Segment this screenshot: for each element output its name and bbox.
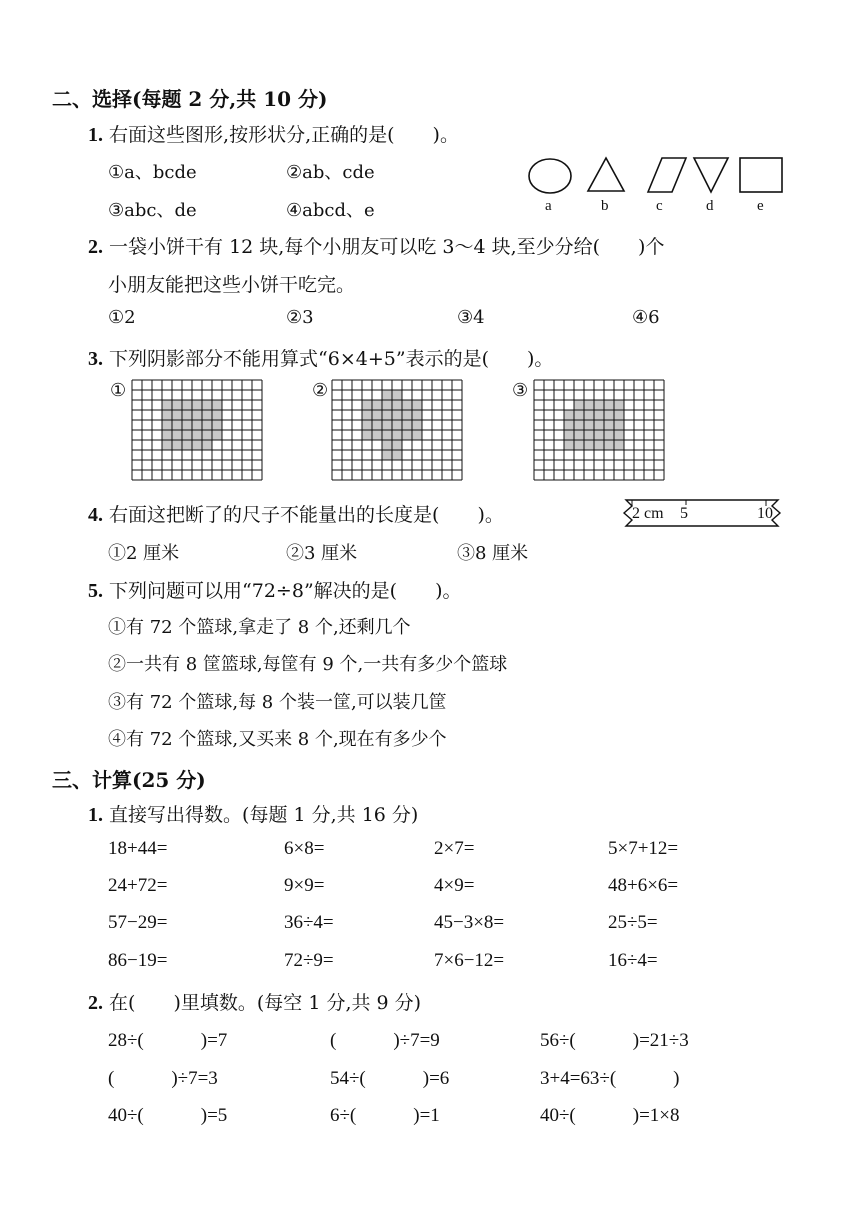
inverted-triangle-shape	[694, 158, 728, 192]
shaded-cell	[202, 420, 212, 430]
calc-item: 4×9=	[434, 875, 475, 896]
grid-label-3: ③	[512, 380, 529, 401]
shaded-cell	[574, 420, 584, 430]
calc-item: 16÷4=	[608, 950, 658, 971]
shaded-cell	[594, 440, 604, 450]
shaded-cell	[172, 410, 182, 420]
question-3-2	[88, 988, 421, 1015]
shaded-cell	[172, 430, 182, 440]
shaded-cell	[574, 410, 584, 420]
shaded-cell	[392, 450, 402, 460]
fill-blank-item: ( )÷7=3	[108, 1068, 218, 1089]
shaded-cell	[412, 430, 422, 440]
shaded-cell	[192, 440, 202, 450]
question-text: 下列问题可以用“72÷8”解决的是( )。	[109, 580, 462, 602]
shaded-grid-3	[534, 380, 664, 480]
shaded-cell	[382, 430, 392, 440]
shaded-cell	[392, 390, 402, 400]
shaded-cell	[212, 430, 222, 440]
shaded-cell	[564, 420, 574, 430]
shaded-cell	[574, 400, 584, 410]
calc-item: 72÷9=	[284, 950, 334, 971]
shaded-cell	[392, 420, 402, 430]
question-text-line2: 小朋友能把这些小饼干吃完。	[108, 274, 356, 296]
shaded-cell	[182, 430, 192, 440]
grid-label-1: ①	[110, 380, 127, 401]
shaded-cell	[392, 400, 402, 410]
calc-item: 5×7+12=	[608, 838, 679, 859]
shaded-cell	[402, 430, 412, 440]
question-number: 1.	[88, 804, 103, 826]
shaded-cell	[604, 400, 614, 410]
fill-blank-item: 40÷( )=5	[108, 1105, 228, 1126]
calc-item: 24+72=	[108, 875, 168, 896]
shaded-cell	[192, 400, 202, 410]
grid-label-2: ②	[312, 380, 329, 401]
shaded-cell	[382, 440, 392, 450]
question-number: 3.	[88, 348, 103, 370]
shaded-cell	[412, 420, 422, 430]
square-shape	[740, 158, 782, 192]
fill-blank-item: 6÷( )=1	[330, 1105, 440, 1126]
shaded-cell	[182, 410, 192, 420]
shaded-cell	[172, 440, 182, 450]
section-2-title: 二、选择(每题 2 分,共 10 分)	[52, 87, 328, 111]
question-text: 右面这把断了的尺子不能量出的长度是( )。	[109, 504, 504, 526]
shaded-cell	[614, 410, 624, 420]
shaded-cell	[162, 410, 172, 420]
shaded-cell	[182, 400, 192, 410]
shaded-cell	[382, 410, 392, 420]
shaded-grid-2	[332, 380, 462, 480]
shaded-cell	[362, 430, 372, 440]
shaded-cell	[372, 420, 382, 430]
option-3: ③4	[457, 307, 485, 328]
calc-item: 7×6−12=	[434, 950, 505, 971]
fill-blank-item: 28÷( )=7	[108, 1030, 228, 1051]
calc-item: 86−19=	[108, 950, 168, 971]
shaded-cell	[212, 410, 222, 420]
parallelogram-shape	[648, 158, 686, 192]
shaded-cell	[162, 420, 172, 430]
shaded-cell	[594, 420, 604, 430]
fill-blank-item: 54÷( )=6	[330, 1068, 450, 1089]
shaded-cell	[392, 440, 402, 450]
shape-label-b: b	[601, 198, 609, 214]
question-2-3	[88, 344, 553, 371]
shaded-cell	[604, 440, 614, 450]
shaded-cell	[594, 410, 604, 420]
calc-item: 6×8=	[284, 838, 325, 859]
shaded-cell	[382, 420, 392, 430]
shaded-cell	[402, 400, 412, 410]
question-2-5	[88, 576, 462, 603]
calc-item: 25÷5=	[608, 912, 658, 933]
calc-item: 18+44=	[108, 838, 168, 859]
shaded-cell	[192, 410, 202, 420]
question-number: 2.	[88, 236, 103, 258]
shaded-cell	[382, 390, 392, 400]
ruler-end-label: 10	[757, 505, 773, 522]
shaded-cell	[564, 440, 574, 450]
shaded-cell	[392, 410, 402, 420]
shaded-cell	[584, 420, 594, 430]
calc-item: 57−29=	[108, 912, 168, 933]
shaded-cell	[574, 440, 584, 450]
shaded-cell	[614, 400, 624, 410]
question-text: 右面这些图形,按形状分,正确的是( )。	[109, 124, 459, 146]
shaded-cell	[402, 410, 412, 420]
question-2-2	[88, 232, 664, 259]
shaded-cell	[212, 400, 222, 410]
question-text: 直接写出得数。(每题 1 分,共 16 分)	[109, 804, 419, 826]
shape-label-e: e	[757, 198, 764, 214]
section-3-title: 三、计算(25 分)	[52, 768, 206, 792]
shape-label-d: d	[706, 198, 714, 214]
question-2-4	[88, 500, 504, 527]
shaded-cell	[212, 420, 222, 430]
question-2-1	[88, 120, 459, 147]
option-2: ②3	[286, 307, 314, 328]
shaded-cell	[362, 410, 372, 420]
shaded-cell	[192, 420, 202, 430]
shaded-cell	[202, 400, 212, 410]
shaded-cell	[574, 430, 584, 440]
calc-item: 9×9=	[284, 875, 325, 896]
option-1: ①2	[108, 307, 136, 328]
shape-label-c: c	[656, 198, 663, 214]
question-number: 5.	[88, 580, 103, 602]
shaded-cell	[372, 400, 382, 410]
shaded-cell	[202, 430, 212, 440]
shaded-grid-1	[132, 380, 262, 480]
calc-item: 2×7=	[434, 838, 475, 859]
option-2: ②ab、cde	[286, 162, 375, 183]
calc-item: 36÷4=	[284, 912, 334, 933]
option-3: ③8 厘米	[457, 543, 529, 564]
shaded-cell	[182, 420, 192, 430]
option-4: ④6	[632, 307, 660, 328]
shaded-cell	[172, 400, 182, 410]
shaded-cell	[162, 440, 172, 450]
shaded-cell	[202, 440, 212, 450]
fill-blank-item: 56÷( )=21÷3	[540, 1030, 689, 1051]
option-2: ②3 厘米	[286, 543, 358, 564]
shaded-cell	[182, 440, 192, 450]
option-1: ①2 厘米	[108, 543, 180, 564]
option-2: ②一共有 8 筐篮球,每筐有 9 个,一共有多少个篮球	[108, 654, 508, 675]
shaded-cell	[584, 440, 594, 450]
shaded-cell	[584, 410, 594, 420]
question-text: 在( )里填数。(每空 1 分,共 9 分)	[109, 992, 422, 1014]
shaded-cell	[584, 430, 594, 440]
shaded-cell	[412, 410, 422, 420]
shaded-cell	[392, 430, 402, 440]
fill-blank-item: ( )÷7=9	[330, 1030, 440, 1051]
shaded-cell	[604, 420, 614, 430]
shaded-cell	[614, 440, 624, 450]
shaded-cell	[594, 430, 604, 440]
triangle-shape	[588, 158, 624, 191]
shaded-cell	[372, 410, 382, 420]
shaded-cell	[584, 400, 594, 410]
option-3: ③有 72 个篮球,每 8 个装一筐,可以装几筐	[108, 692, 447, 713]
shaded-cell	[604, 430, 614, 440]
question-text: 下列阴影部分不能用算式“6×4+5”表示的是( )。	[109, 348, 554, 370]
calc-item: 48+6×6=	[608, 875, 679, 896]
shape-label-a: a	[545, 198, 552, 214]
shaded-cell	[604, 410, 614, 420]
option-1: ①a、bcde	[108, 162, 197, 183]
ruler-start-label: 2 cm	[632, 505, 664, 522]
question-number: 1.	[88, 124, 103, 146]
circle-shape	[529, 159, 571, 193]
shaded-cell	[412, 400, 422, 410]
shaded-cell	[594, 400, 604, 410]
ruler-mid-label: 5	[680, 505, 688, 522]
option-1: ①有 72 个篮球,拿走了 8 个,还剩几个	[108, 617, 411, 638]
shaded-cell	[362, 420, 372, 430]
question-number: 2.	[88, 992, 103, 1014]
option-4: ④abcd、e	[286, 200, 375, 221]
fill-blank-item: 3+4=63÷( )	[540, 1068, 680, 1089]
shaded-cell	[192, 430, 202, 440]
shaded-cell	[382, 450, 392, 460]
question-3-1	[88, 800, 418, 827]
question-text-line1: 一袋小饼干有 12 块,每个小朋友可以吃 3～4 块,至少分给( )个	[109, 236, 665, 258]
option-4: ④有 72 个篮球,又买来 8 个,现在有多少个	[108, 729, 447, 750]
shaded-cell	[202, 410, 212, 420]
shaded-cell	[362, 400, 372, 410]
shaded-cell	[372, 430, 382, 440]
fill-blank-item: 40÷( )=1×8	[540, 1105, 680, 1126]
shaded-cell	[172, 420, 182, 430]
shaded-cell	[564, 410, 574, 420]
shaded-cell	[614, 420, 624, 430]
shaded-cell	[614, 430, 624, 440]
shaded-cell	[382, 400, 392, 410]
shaded-cell	[564, 430, 574, 440]
shaded-cell	[162, 430, 172, 440]
question-number: 4.	[88, 504, 103, 526]
shaded-cell	[162, 400, 172, 410]
option-3: ③abc、de	[108, 200, 197, 221]
calc-item: 45−3×8=	[434, 912, 505, 933]
shaded-cell	[402, 420, 412, 430]
